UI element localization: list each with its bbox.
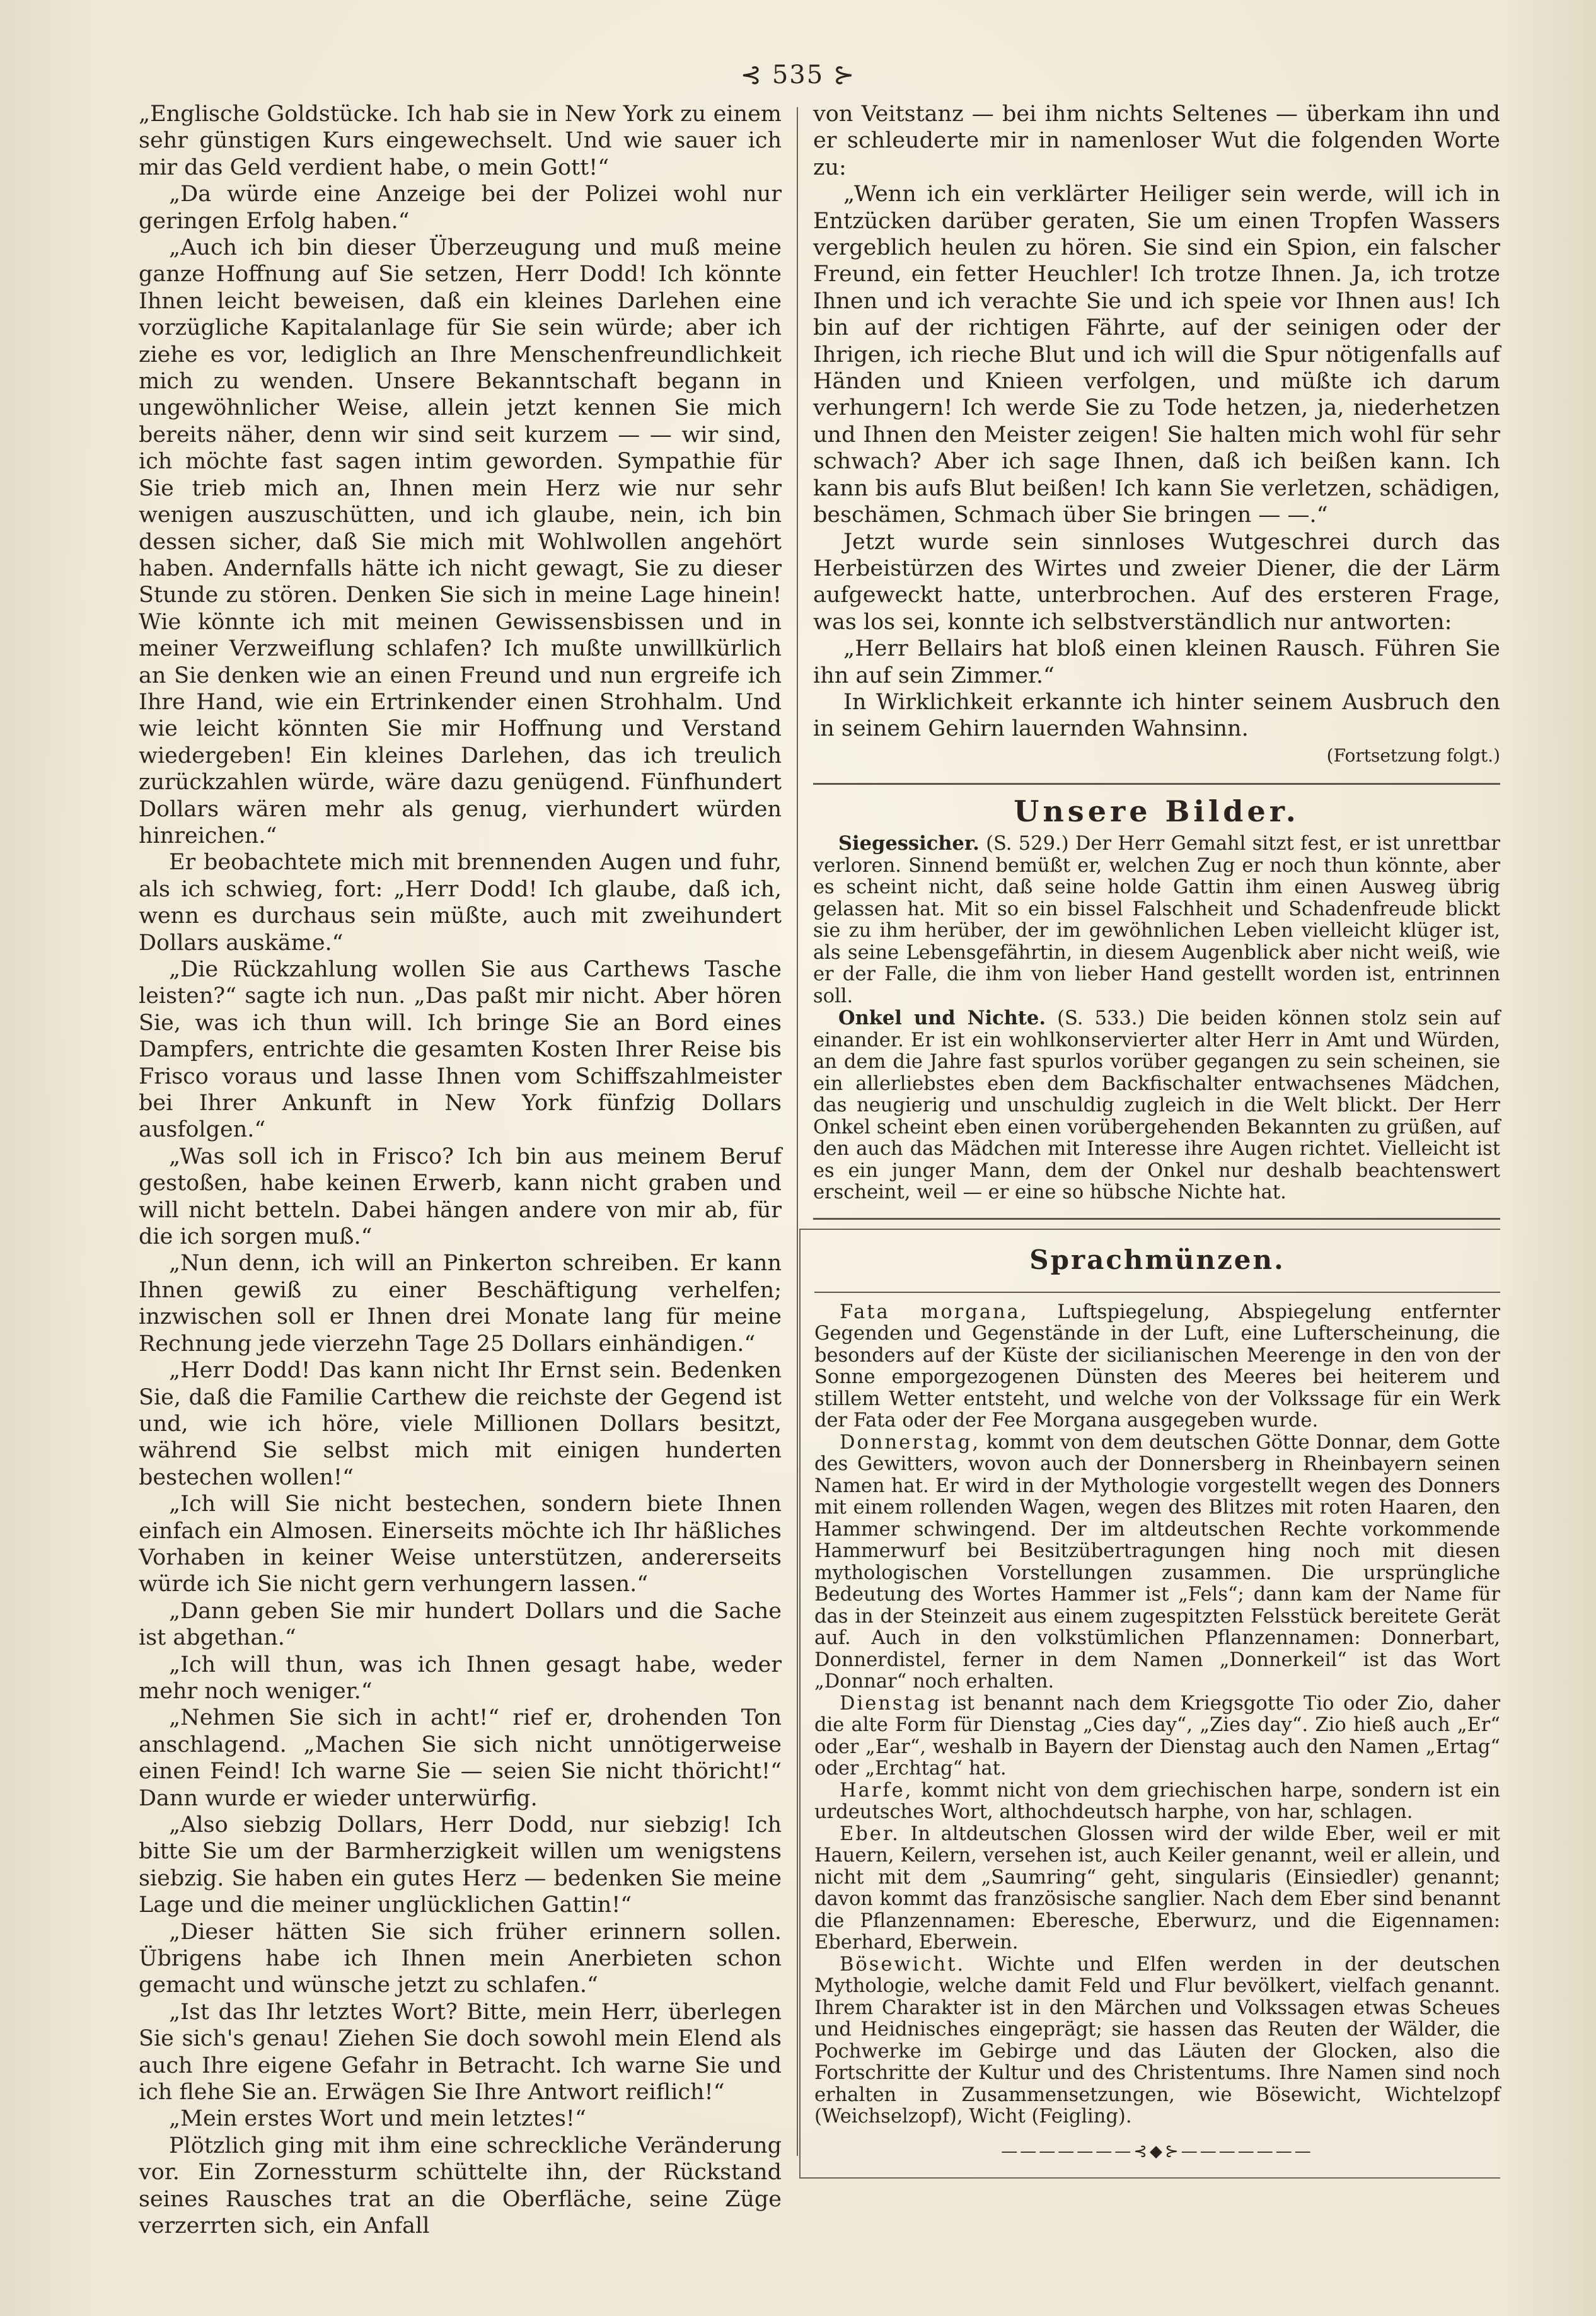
sprach-keyword: Eber. xyxy=(840,1822,900,1845)
story-paragraph: „Mein erstes Wort und mein letztes!“ xyxy=(169,2106,586,2132)
sprachmuenzen-box xyxy=(799,1229,1500,2179)
section-title-bilder: Unsere Bilder. xyxy=(1014,794,1300,829)
story-paragraph: „Englische Goldstücke. Ich hab sie in New York zu einem sehr günstigen Kurs eingewechselt. Und wie sauer ich mir das Geld verdient habe, o mein Gott!“ xyxy=(139,101,782,180)
sprach-text: kommt von dem deutschen Götte Donnar, dem Gotte des Gewitters, wovon auch der Donnersberg in Rheinbayern seinen Namen hat. Er wird in der Mythologie vorgestellt wegen des Donners mit einem rollenden Wagen, wegen des Blitzes mit roten Haaren, den Hammer schwingend. Der im altdeutschen Rechte vorkommende Hammerwurf bei Besitzübertragungen hing noch mit diesen mythologischen Vorstellungen zusammen. Die ursprüngliche Bedeutung des Wortes Hammer ist „Fels“; dann kam der Name für das in der Steinzeit aus einem zugespitzten Felsstück bereitete Gerät auf. Auch in den volkstümlichen Pflanzennamen: Donnerbart, Donnerdistel, ferner in dem Namen „Donnerkeil“ ist das Wort „Donnar“ noch erhalten. xyxy=(814,1431,1500,1693)
end-ornament: ———————⊰◆⊱——————— xyxy=(1001,2141,1314,2161)
story-paragraph: „Dann geben Sie mir hundert Dollars und die Sache ist abgethan.“ xyxy=(139,1598,782,1651)
sprach-text: In altdeutschen Glossen wird der wilde Eber, weil er mit Hauern, Keilern, versehen ist, auch Keiler genannt, weil er allein, und nicht mit dem „Saumring“ geht, singularis (Einsiedler) genannt; davon kommt das französische sanglier. Nach dem Eber sind benannt die Pflanzennamen: Eberesche, Eberwurz, und die Eigennamen: Eberhard, Eberwein. xyxy=(814,1822,1500,1954)
bilder-text: (S. 533.) Die beiden können stolz sein auf einander. Er ist ein wohlkonservierter alter Herr in Amt und Würden, an dem die Jahre fast spurlos vorüber gegangen zu sein scheinen, sie ein allerliebstes eben dem Backfischalter entwachsenes Mädchen, das neugierig und unschuldig zugleich in die Welt blickt. Der Herr Onkel scheint eben einen vorübergehenden Bekannten zu grüßen, auf den auch das Mädchen mit Interesse ihre Augen richtet. Vielleicht ist es ein junger Mann, dem der Onkel nur deshalb beachtenswert erscheint, weil — er eine so hübsche Nichte hat. xyxy=(813,1007,1501,1204)
story-paragraph: „Herr Bellairs hat bloß einen kleinen Rausch. Führen Sie ihn auf sein Zimmer.“ xyxy=(813,636,1500,688)
story-paragraph: „Ich will thun, was ich Ihnen gesagt habe, weder mehr noch weniger.“ xyxy=(139,1652,782,1704)
right-column xyxy=(813,101,1500,2179)
story-paragraph: von Veitstanz — bei ihm nichts Seltenes — überkam ihn und er schleuderte mir in namenloser Wut die folgenden Worte zu: xyxy=(813,101,1500,180)
sprach-keyword: Donnerstag, xyxy=(840,1431,981,1454)
page-ornament-right: ⊱ xyxy=(833,61,856,90)
section-title-sprach: Sprachmünzen. xyxy=(1029,1244,1285,1275)
sprach-text: Wichte und Elfen werden in der deutschen Mythologie, welche damit Feld und Flur bevölkert, vielfach genannt. Ihrem Charakter ist in den Märchen und Volkssagen etwas Scheues und Heidnisches eingeprägt; sie hassen das Reuten der Wälder, die Pochwerke im Gebirge und das Läuten der Glocken, also die Fortschritte der Kultur und des Christentums. Ihre Namen sind noch erhalten in Zusammensetzungen, wie Bösewicht, Wichtelzopf (Weichselzopf), Wicht (Feigling). xyxy=(814,1953,1500,2128)
continuation-note: (Fortsetzung folgt.) xyxy=(1326,744,1500,766)
story-paragraph: „Wenn ich ein verklärter Heiliger sein werde, will ich in Entzücken darüber geraten, Sie um einen Tropfen Wassers vergeblich heulen zu hören. Sie sind ein Spion, ein falscher Freund, ein fetter Heuchler! Ich trotze Ihnen. Ja, ich trotze Ihnen und ich verachte Sie und ich speie vor Ihnen aus! Ich bin auf der richtigen Fährte, auf der seinigen oder der Ihrigen, ich rieche Blut und ich will die Spur nötigenfalls auf Händen und Knieen verfolgen, und müßte ich darum verhungern! Ich werde Sie zu Tode hetzen, ja, niederhetzen und Ihnen den Meister zeigen! Sie halten mich wohl für sehr schwach? Aber ich sage Ihnen, daß ich beißen kann. Ich kann bis aufs Blut beißen! Ich kann Sie verletzen, schädigen, beschämen, Schmach über Sie bringen — —.“ xyxy=(813,182,1500,528)
section-rule xyxy=(813,1218,1500,1220)
sprach-item xyxy=(814,1432,1500,1693)
story-paragraph: „Also siebzig Dollars, Herr Dodd, nur siebzig! Ich bitte Sie um der Barmherzigkeit willen um wenigstens siebzig. Sie haben ein gutes Herz — bedenken Sie meine Lage und die meiner unglücklichen Gattin!“ xyxy=(139,1812,782,1918)
story-paragraph: „Nun denn, ich will an Pinkerton schreiben. Er kann Ihnen gewiß zu einer Beschäftigung verhelfen; inzwischen soll er Ihnen drei Monate lang für meine Rechnung jede vierzehn Tage 25 Dollars einhändigen.“ xyxy=(139,1251,782,1357)
sprach-section xyxy=(814,1302,1500,2128)
story-paragraph: „Ich will Sie nicht bestechen, sondern biete Ihnen einfach ein Almosen. Einerseits möchte ich Ihr häßliches Vorhaben in keiner Weise unterstützen, andererseits würde ich Sie nicht gern verhungern lassen.“ xyxy=(139,1491,782,1597)
column-divider xyxy=(797,107,798,2156)
page-ornament-left: ⊰ xyxy=(740,61,763,90)
page-number xyxy=(0,61,1596,90)
sprach-keyword: Dienstag xyxy=(840,1692,942,1715)
bilder-keyword: Siegessicher. xyxy=(838,832,980,855)
section-rule xyxy=(813,783,1500,785)
sprach-keyword: Fata morgana, xyxy=(840,1300,1029,1323)
story-paragraph: „Nehmen Sie sich in acht!“ rief er, drohenden Ton anschlagend. „Machen Sie sich nicht unnötigerweise einen Feind! Ich warne Sie — seien Sie nicht thöricht!“ Dann wurde er wieder unterwürfig. xyxy=(139,1705,782,1811)
story-paragraph: „Was soll ich in Frisco? Ich bin aus meinem Beruf gestoßen, habe keinen Erwerb, kann nicht graben und will nicht betteln. Dabei hängen andere von mir ab, für die ich sorgen muß.“ xyxy=(139,1144,782,1250)
story-paragraph: „Da würde eine Anzeige bei der Polizei wohl nur geringen Erfolg haben.“ xyxy=(139,182,782,234)
sprach-item xyxy=(814,1780,1500,1824)
bilder-section xyxy=(813,833,1500,1204)
story-paragraph: „Auch ich bin dieser Überzeugung und muß meine ganze Hoffnung auf Sie setzen, Herr Dodd! Ich könnte Ihnen leicht beweisen, daß ein kleines Darlehen eine vorzügliche Kapitalanlage für Sie sein würde; aber ich ziehe es vor, lediglich an Ihre Menschenfreundlichkeit mich zu wenden. Unsere Bekanntschaft begann in ungewöhnlicher Weise, allein jetzt kennen Sie mich bereits näher, denn wir sind seit kurzem — — wir sind, ich möchte fast sagen intim geworden. Sympathie für Sie trieb mich an, Ihnen mein Herz wie nur sehr wenigen auszuschütten, und ich glaube, nein, ich bin dessen sicher, daß Sie mich mit Wohlwollen angehört haben. Andernfalls hätte ich nicht gewagt, Sie zu dieser Stunde zu stören. Denken Sie sich in meine Lage hinein! Wie könnte ich mit meinen Gewissensbissen und in meiner Verzweiflung schlafen? Ich mußte unwillkürlich an Sie denken wie an einen Freund und nun ergreife ich Ihre Hand, wie ein Ertrinkender einen Strohhalm. Und wie leicht könnten Sie mir Hoffnung und Verstand wiedergeben! Ein kleines Darlehen, das ich treulich zurückzahlen würde, wäre dazu genügend. Fünfhundert Dollars wären mehr als genug, vierhundert würden hinreichen.“ xyxy=(139,235,782,848)
left-column xyxy=(139,101,782,2240)
sprach-keyword: Bösewicht. xyxy=(840,1953,966,1976)
story-paragraph: Er beobachtete mich mit brennenden Augen und fuhr, als ich schwieg, fort: „Herr Dodd! Ich glaube, daß ich, wenn es durchaus sein müßte, auch mit zweihundert Dollars auskäme.“ xyxy=(139,850,782,956)
story-paragraph: „Die Rückzahlung wollen Sie aus Carthews Tasche leisten?“ sagte ich nun. „Das paßt mir nicht. Aber hören Sie, was ich thun will. Ich bringe Sie an Bord eines Dampfers, entrichte die gesamten Kosten Ihrer Reise bis Frisco voraus und lasse Ihnen vom Schiffszahlmeister bei Ihrer Ankunft in New York fünfzig Dollars ausfolgen.“ xyxy=(139,957,782,1143)
sprach-item xyxy=(814,1954,1500,2128)
sprach-keyword: Harfe, xyxy=(840,1779,913,1802)
page-number-value: 535 xyxy=(772,61,824,90)
story-paragraph: Plötzlich ging mit ihm eine schreckliche Veränderung vor. Ein Zornessturm schüttelte ihn, der Rückstand seines Rausches trat an die Oberfläche, seine Züge verzerrten sich, ein Anfall xyxy=(139,2133,782,2239)
bilder-item xyxy=(813,833,1500,1007)
story-paragraph: „Ist das Ihr letztes Wort? Bitte, mein Herr, überlegen Sie sich's genau! Ziehen Sie doch sowohl mein Elend als auch Ihre eigene Gefahr in Betracht. Ich warne Sie und ich flehe Sie an. Erwägen Sie Ihre Antwort reiflich!“ xyxy=(139,1999,782,2105)
sprach-text: ist benannt nach dem Kriegsgotte Tio oder Zio, daher die alte Form für Dienstag „Cies day“, „Zies day“. Zio hieß auch „Er“ oder „Ear“, weshalb in Bayern der Dienstag auch den Namen „Ertag“ oder „Erchtag“ hat. xyxy=(814,1692,1500,1780)
sprach-item xyxy=(814,1824,1500,1954)
story-paragraph: „Dieser hätten Sie sich früher erinnern sollen. Übrigens habe ich Ihnen mein Anerbieten schon gemacht und wünsche jetzt zu schlafen.“ xyxy=(139,1919,782,1998)
story-paragraph: In Wirklichkeit erkannte ich hinter seinem Ausbruch den in seinem Gehirn lauernden Wahnsinn. xyxy=(813,689,1500,742)
sprach-item xyxy=(814,1693,1500,1780)
story-paragraph: Jetzt wurde sein sinnloses Wutgeschrei durch das Herbeistürzen des Wirtes und zweier Diener, die der Lärm aufgeweckt hatte, unterbrochen. Auf des ersteren Frage, was los sei, konnte ich selbstverständlich nur antworten: xyxy=(813,529,1500,635)
bilder-text: (S. 529.) Der Herr Gemahl sitzt fest, er ist unrettbar verloren. Sinnend bemüßt er, welchen Zug er noch thun könnte, aber es scheint nicht, daß seine holde Gattin ihm einen Ausweg übrig gelassen hat. Mit so ein bissel Falschheit und Schadenfreude blickt sie zu ihm herüber, der im gewöhnlichen Leben vielleicht klüger ist, als seine Lebensgefährtin, in diesem Augenblick aber nicht weiß, wie er der Falle, die ihm von lieber Hand gestellt worden ist, entrinnen soll. xyxy=(813,833,1501,1007)
bilder-keyword: Onkel und Nichte. xyxy=(838,1007,1046,1030)
sprach-text: kommt nicht von dem griechischen harpe, sondern ist ein urdeutsches Wort, althochdeutsch harphe, von har, schlagen. xyxy=(814,1779,1500,1824)
sprach-text: Luftspiegelung, Abspiegelung entfernter Gegenden und Gegenstände in der Luft, eine Lufterscheinung, die besonders auf der Küste der sicilianischen Meerenge in den von der Sonne emporgezogenen Dünsten des Meeres bei heiterem und stillem Wetter entsteht, und welche von der Volkssage für ein Werk der Fata oder der Fee Morgana ausgegeben wurde. xyxy=(814,1300,1500,1432)
sprach-item xyxy=(814,1302,1500,1432)
bilder-item xyxy=(813,1007,1500,1204)
story-paragraph: „Herr Dodd! Das kann nicht Ihr Ernst sein. Bedenken Sie, daß die Familie Carthew die reichste der Gegend ist und, wie ich höre, viele Millionen Dollars besitzt, während Sie selbst mich mit einigen hunderten bestechen wollen!“ xyxy=(139,1358,782,1490)
section-rule xyxy=(814,1292,1500,1293)
